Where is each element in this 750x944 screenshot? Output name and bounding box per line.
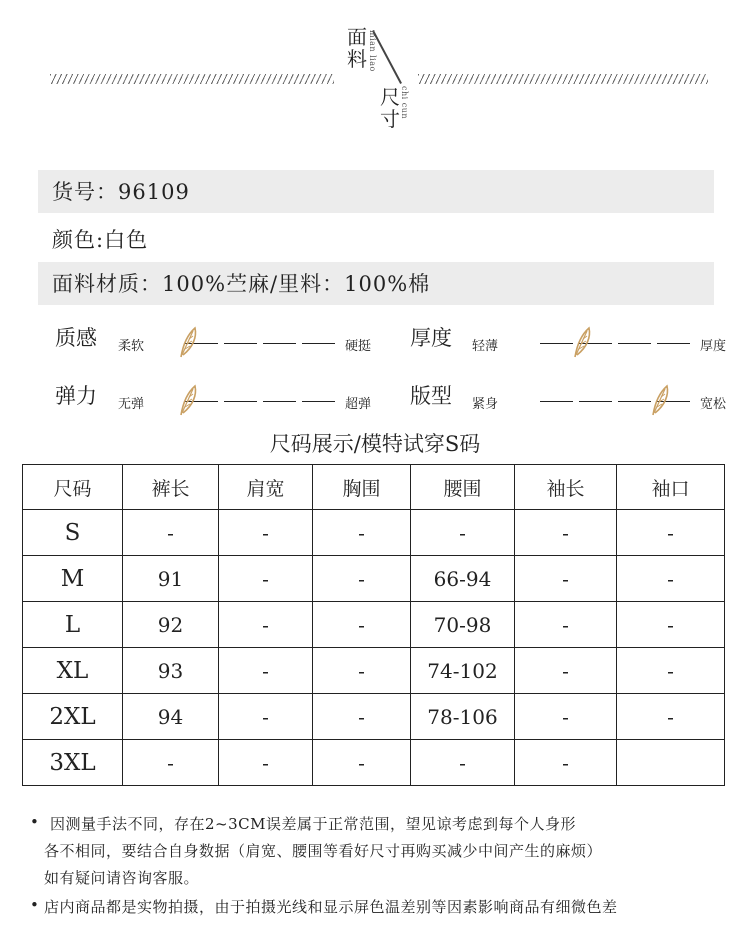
size-label-cell: M	[23, 556, 123, 602]
note-1-line-1: 因测量手法不同，存在2~3CM误差属于正常范围，望见谅考虑到每个人身形	[50, 815, 576, 833]
table-cell: -	[617, 602, 725, 648]
table-header-cell: 袖长	[515, 465, 617, 510]
size-label-cell: 3XL	[23, 740, 123, 786]
table-cell: -	[123, 740, 219, 786]
attribute-low-label: 紧身	[472, 397, 499, 412]
header-title-top: 面料	[347, 25, 367, 71]
table-row	[23, 556, 725, 602]
table-row	[23, 648, 725, 694]
table-cell: -	[219, 648, 313, 694]
note-1-line-2: 各不相同，要结合自身数据（肩宽、腰围等看好尺寸再购买减少中间产生的麻烦）	[44, 842, 603, 860]
attribute-name: 版型	[410, 384, 452, 408]
table-cell: -	[515, 740, 617, 786]
scale-dash	[224, 401, 257, 402]
size-label-cell: 2XL	[23, 694, 123, 740]
attribute-low-label: 轻薄	[472, 339, 499, 354]
table-cell: -	[219, 602, 313, 648]
table-row	[23, 740, 725, 786]
wheat-leaf-icon	[177, 383, 199, 417]
scale-dash	[302, 401, 335, 402]
table-row	[23, 694, 725, 740]
table-cell: -	[313, 510, 411, 556]
table-cell: 78-106	[411, 694, 515, 740]
attribute-name: 弹力	[55, 384, 97, 408]
scale-dash	[302, 343, 335, 344]
note-1-bullet: •	[30, 813, 40, 831]
table-cell: -	[617, 556, 725, 602]
wheat-leaf-icon	[649, 383, 671, 417]
attribute-high-label: 厚度	[700, 339, 727, 354]
wheat-leaf-icon	[177, 325, 199, 359]
table-cell: -	[313, 556, 411, 602]
attribute-high-label: 硬挺	[345, 339, 372, 354]
table-cell: -	[617, 694, 725, 740]
table-header-cell: 肩宽	[219, 465, 313, 510]
table-cell: -	[515, 648, 617, 694]
table-row	[23, 602, 725, 648]
table-header-cell: 裤长	[123, 465, 219, 510]
color-bar	[38, 218, 714, 261]
size-table-title: 尺码展示/模特试穿S码	[269, 432, 481, 456]
note-2-bullet: •	[30, 896, 40, 914]
table-cell: -	[411, 740, 515, 786]
table-cell: 66-94	[411, 556, 515, 602]
table-cell: -	[515, 510, 617, 556]
table-header-row	[23, 465, 725, 510]
scale-dash	[540, 343, 573, 344]
attribute-high-label: 宽松	[700, 397, 727, 412]
table-cell: -	[515, 602, 617, 648]
table-cell	[617, 740, 725, 786]
size-table	[22, 464, 725, 786]
table-cell: -	[313, 648, 411, 694]
table-cell: -	[313, 602, 411, 648]
table-cell: -	[123, 510, 219, 556]
size-label-cell: XL	[23, 648, 123, 694]
table-header-cell: 尺码	[23, 465, 123, 510]
table-cell: 94	[123, 694, 219, 740]
scale-dash	[618, 343, 651, 344]
header-hatch-right	[418, 74, 708, 84]
wheat-leaf-icon	[571, 325, 593, 359]
attribute-low-label: 柔软	[118, 339, 145, 354]
table-cell: -	[617, 648, 725, 694]
table-cell: -	[219, 694, 313, 740]
table-row	[23, 510, 725, 556]
scale-dash	[579, 401, 612, 402]
scale-dash	[618, 401, 651, 402]
item-material: 面料材质：100%苎麻/里料：100%棉	[52, 272, 431, 296]
scale-dash	[657, 343, 690, 344]
attribute-name: 厚度	[410, 326, 452, 350]
table-cell: 93	[123, 648, 219, 694]
table-cell: -	[219, 556, 313, 602]
table-cell: -	[219, 510, 313, 556]
size-label-cell: S	[23, 510, 123, 556]
table-cell: -	[219, 740, 313, 786]
table-cell: -	[617, 510, 725, 556]
attribute-low-label: 无弹	[118, 397, 145, 412]
item-color: 颜色:白色	[52, 228, 149, 252]
header-title-top-pinyin: mian liao	[368, 30, 377, 72]
item-number: 货号：96109	[52, 180, 190, 204]
scale-dash	[263, 401, 296, 402]
scale-dash	[224, 343, 257, 344]
header-title-bottom-pinyin: chi cun	[400, 86, 409, 120]
scale-dash	[540, 401, 573, 402]
table-cell: -	[313, 740, 411, 786]
table-header-cell: 腰围	[411, 465, 515, 510]
table-header-cell: 袖口	[617, 465, 725, 510]
table-cell: -	[411, 510, 515, 556]
note-2-line-1: 店内商品都是实物拍摄，由于拍摄光线和显示屏色温差别等因素影响商品有细微色差	[44, 898, 618, 916]
material-bar	[38, 262, 714, 305]
table-cell: 74-102	[411, 648, 515, 694]
item-number-bar	[38, 170, 714, 213]
table-header-cell: 胸围	[313, 465, 411, 510]
table-cell: -	[313, 694, 411, 740]
table-cell: -	[515, 556, 617, 602]
table-cell: 70-98	[411, 602, 515, 648]
scale-dash	[263, 343, 296, 344]
size-label-cell: L	[23, 602, 123, 648]
table-cell: 91	[123, 556, 219, 602]
header-title-bottom: 尺寸	[380, 85, 400, 131]
attribute-high-label: 超弹	[345, 397, 372, 412]
header-hatch-left	[50, 74, 334, 84]
table-cell: 92	[123, 602, 219, 648]
attribute-name: 质感	[55, 326, 97, 350]
table-cell: -	[515, 694, 617, 740]
note-1-line-3: 如有疑问请咨询客服。	[44, 869, 200, 887]
